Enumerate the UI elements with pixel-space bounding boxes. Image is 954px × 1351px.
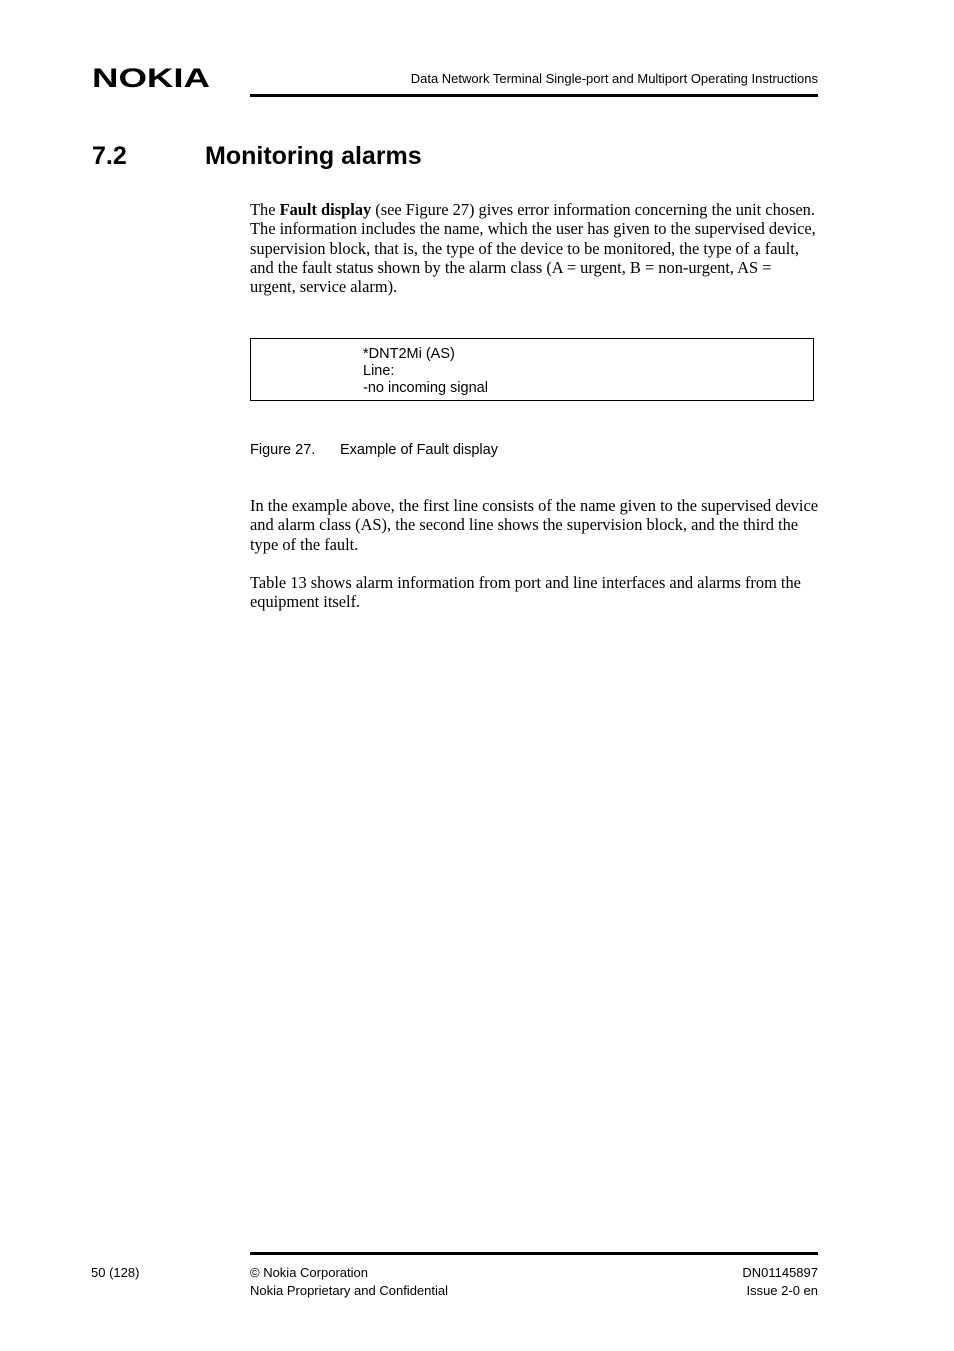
intro-text-pre: The bbox=[250, 200, 280, 219]
fault-display-term: Fault display bbox=[279, 200, 372, 219]
nokia-logo bbox=[92, 62, 212, 94]
header-rule bbox=[250, 94, 818, 97]
document-number: DN01145897 bbox=[742, 1265, 818, 1280]
issue-number: Issue 2-0 en bbox=[746, 1283, 818, 1298]
fault-block-line: Line: bbox=[363, 362, 395, 379]
svg-text:NOKIA: NOKIA bbox=[92, 63, 210, 93]
figure-caption bbox=[250, 442, 498, 458]
fault-display-box bbox=[250, 338, 814, 401]
footer-doc-block bbox=[600, 1264, 818, 1300]
intro-text-post: (see Figure 27) gives error information concerning the unit chosen. The information includes the name, which the user has given to the supervised device, supervision block, that is, the type of the device to be monitored, the type of a fault, and the fault status shown by the alarm class (A = urgent, B = non-urgent, AS = urgent, service alarm). bbox=[250, 200, 816, 297]
confidentiality-note: Nokia Proprietary and Confidential bbox=[250, 1283, 448, 1298]
figure-caption-text: Example of Fault display bbox=[340, 442, 498, 458]
header-title: Data Network Terminal Single-port and Multiport Operating Instructions bbox=[410, 71, 818, 86]
section-title: Monitoring alarms bbox=[205, 142, 422, 170]
footer-copyright-block bbox=[250, 1264, 448, 1300]
table-reference-paragraph: Table 13 shows alarm information from port and line interfaces and alarms from the equipment itself. bbox=[250, 573, 801, 612]
example-paragraph: In the example above, the first line consists of the name given to the supervised device and alarm class (AS), the second line shows the supervision block, and the third the type of the fault. bbox=[250, 496, 819, 554]
intro-paragraph bbox=[250, 200, 820, 296]
figure-label: Figure 27. bbox=[250, 442, 316, 458]
fault-type-line: -no incoming signal bbox=[363, 379, 488, 396]
footer-rule bbox=[250, 1252, 818, 1255]
fault-device-line: *DNT2Mi (AS) bbox=[363, 346, 455, 362]
copyright: © Nokia Corporation bbox=[250, 1265, 368, 1280]
page-number: 50 (128) bbox=[91, 1265, 140, 1280]
section-number: 7.2 bbox=[92, 142, 127, 170]
